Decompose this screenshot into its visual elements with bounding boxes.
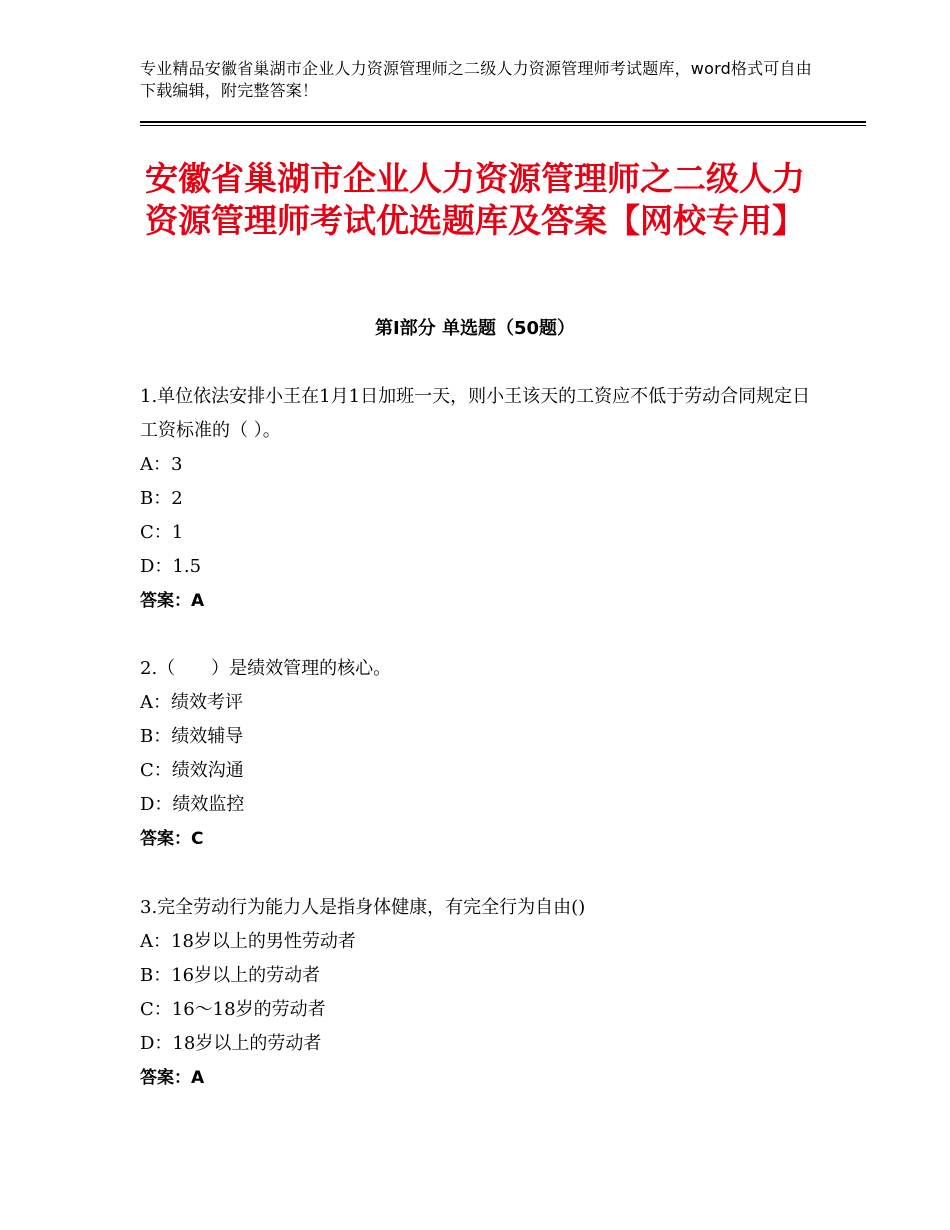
option-a: A：绩效考评 (140, 692, 243, 713)
header-note: 专业精品安徽省巢湖市企业人力资源管理师之二级人力资源管理师考试题库，word格式可自由下载编辑，附完整答案！ (140, 59, 812, 100)
section-title: 第Ⅰ部分 单选题（50题） (374, 318, 575, 339)
option-b: B：16岁以上的劳动者 (140, 965, 321, 986)
option-a: A：18岁以上的男性劳动者 (140, 931, 356, 952)
header-rule-thick (140, 121, 866, 123)
option-c: C：16～18岁的劳动者 (140, 999, 326, 1020)
header-rule-thin (140, 125, 866, 126)
answer: 答案：A (140, 1068, 205, 1088)
document-title: 安徽省巢湖市企业人力资源管理师之二级人力资源管理师考试优选题库及答案【网校专用】 (145, 159, 805, 240)
question-1 (140, 380, 820, 618)
question-stem: 1.单位依法安排小王在1月1日加班一天，则小王该天的工资应不低于劳动合同规定日工资标准的（ ）。 (140, 386, 811, 441)
question-stem: 3.完全劳动行为能力人是指身体健康，有完全行为自由() (140, 897, 586, 918)
option-c: C：1 (140, 522, 184, 543)
option-d: D：绩效监控 (140, 794, 245, 815)
option-d: D：1.5 (140, 556, 202, 577)
option-b: B：绩效辅导 (140, 726, 244, 747)
answer: 答案：C (140, 829, 204, 849)
option-a: A：3 (140, 454, 183, 475)
option-d: D：18岁以上的劳动者 (140, 1033, 322, 1054)
option-c: C：绩效沟通 (140, 760, 244, 781)
question-stem: 2.（ ）是绩效管理的核心。 (140, 658, 392, 679)
question-3 (140, 891, 820, 1095)
option-b: B：2 (140, 488, 183, 509)
answer: 答案：A (140, 591, 205, 611)
question-2 (140, 652, 820, 856)
